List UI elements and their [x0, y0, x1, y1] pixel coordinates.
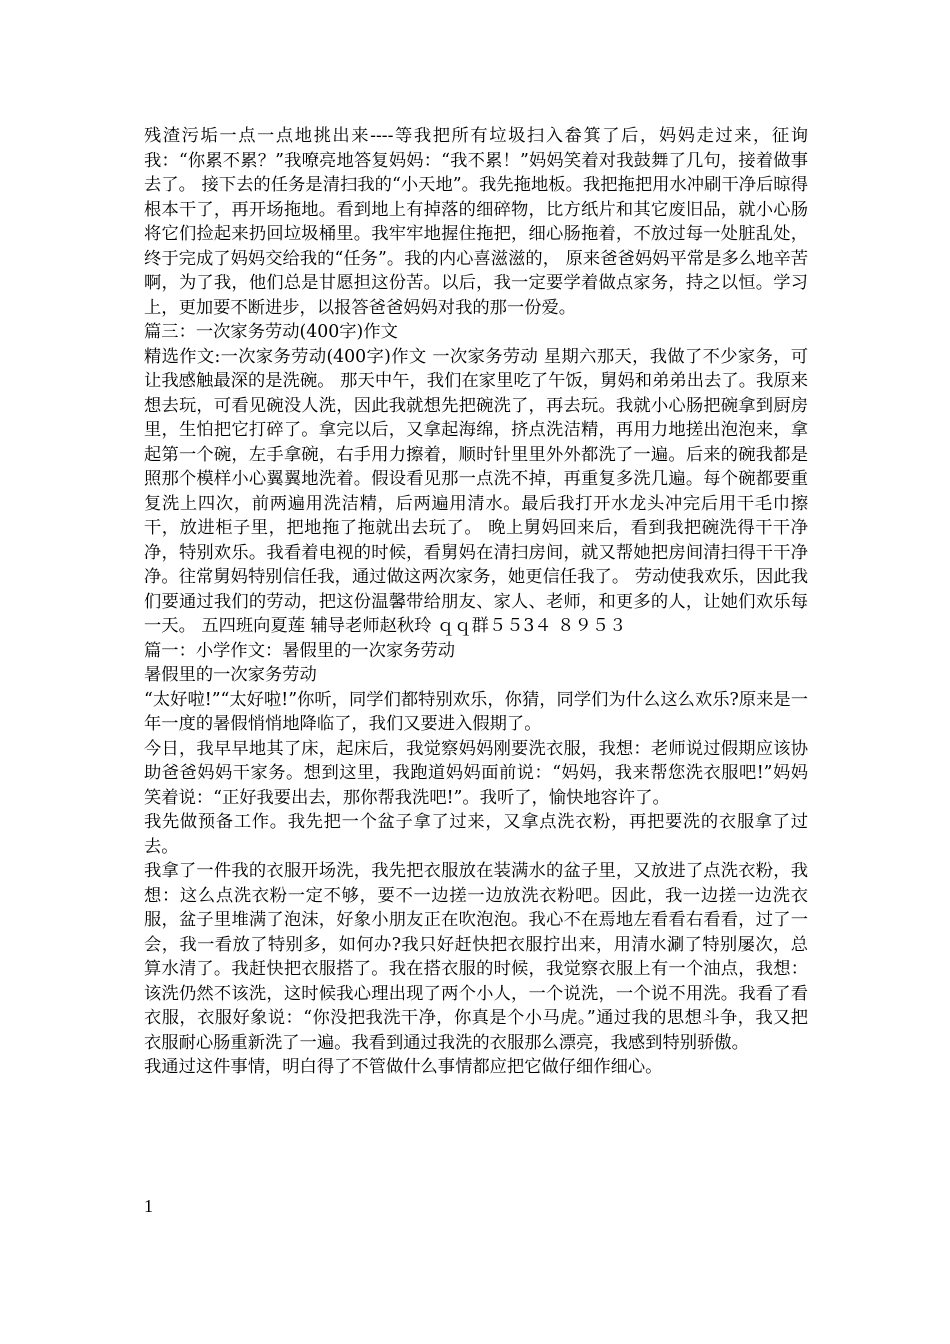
paragraph-washing-clothes: 我拿了一件我的衣服开场洗，我先把衣服放在装满水的盆子里，又放进了点洗衣粉，我想：这么点洗衣粉一定不够，要不一边搓一边放洗衣粉吧。因此，我一边搓一边洗衣服，盆子里堆满了泡沫，好象小朋友正在吹泡泡。我心不在焉地左看看右看看，过了一会，我一看放了特别多，如何办?我只好赶快把衣服拧出来，用清水涮了特别屡次，总算水清了。我赶快把衣服搭了。我在搭衣服的时候，我觉察衣服上有一个油点，我想：该洗仍然不该洗，这时候我心理出现了两个小人，一个说洗，一个说不用洗。我看了看衣服，衣服好象说：“你没把我洗干净，你真是个小马虎。”通过我的思想斗争，我又把衣服耐心肠重新洗了一遍。我看到通过我洗的衣服那么漂亮，我感到特别骄傲。 — [144, 861, 808, 1053]
paragraph-cleaning-story: 残渣污垢一点一点地挑出来----等我把所有垃圾扫入畚箕了后，妈妈走过来，征询我：“你累不累？”我嘹亮地答复妈妈：“我不累！”妈妈笑着对我鼓舞了几句，接着做事去了。 接下去的任务是清扫我的“小天地”。我先拖地板。我把拖把用水冲刷干净后晾得根本干了，再开场拖地。看到地上有掉落的细碎物，比方纸片和其它废旧品，就小心肠将它们捡起来扔回垃圾桶里。我牢牢地握住拖把，细心肠拖着，不放过每一处脏乱处，终于完成了妈妈交给我的“任务”。我的内心喜滋滋的， 原来爸爸妈妈平常是多么地辛苦啊，为了我，他们总是甘愿担这份苦。以后，我一定要学着做点家务，持之以恒。学习上，更加要不断进步，以报答爸爸妈妈对我的那一份爱。 — [144, 126, 808, 318]
paragraph-morning: 今日，我早早地其了床，起床后，我觉察妈妈刚要洗衣服，我想：老师说过假期应该协助爸爸妈妈干家务。想到这里，我跑道妈妈面前说：“妈妈，我来帮您洗衣服吧!”妈妈笑着说：“正好我要出去，那你帮我洗吧!”。我听了，愉快地容许了。 — [144, 738, 808, 808]
paragraph-summer-holiday: “太好啦!”“太好啦!”你听，同学们都特别欢乐，你猜，同学们为什么这么欢乐?原来是一年一度的暑假悄悄地降临了，我们又要进入假期了。 — [144, 689, 808, 734]
page-number: 1 — [144, 1196, 153, 1216]
article-title: 暑假里的一次家务劳动 — [144, 665, 317, 685]
paragraph-preparation: 我先做预备工作。我先把一个盆子拿了过来，又拿点洗衣粉，再把要洗的衣服拿了过去。 — [144, 812, 808, 857]
document-body — [144, 124, 808, 1080]
paragraph-conclusion: 我通过这件事情，明白得了不管做什么事情都应把它做仔细作细心。 — [144, 1057, 663, 1077]
heading-article-three: 篇三：一次家务劳动(400字)作文 — [144, 322, 398, 342]
heading-article-one: 篇一：小学作文：暑假里的一次家务劳动 — [144, 640, 456, 661]
paragraph-dishwashing-story: 精选作文:一次家务劳动(400字)作文 一次家务劳动 星期六那天，我做了不少家务，可让我感触最深的是洗碗。 那天中午，我们在家里吃了午饭，舅妈和弟弟出去了。我原来想去玩，可看见碗没人洗，因此我就想先把碗洗了，再去玩。我就小心肠把碗拿到厨房里，生怕把它打碎了。拿完以后，又拿起海绵，挤点洗洁精，再用力地搓出泡泡来，拿起第一个碗，左手拿碗，右手用力擦着，顺时针里里外外都洗了一遍。后来的碗我都是照那个模样小心翼翼地洗着。假设看见那一点洗不掉，再重复多洗几遍。每个碗都要重复洗上四次，前两遍用洗洁精，后两遍用清水。最后我打开水龙头冲完后用干毛巾擦干，放进柜子里，把地拖了拖就出去玩了。 晚上舅妈回来后，看到我把碗洗得干干净净，特别欢乐。我看着电视的时候，看舅妈在清扫房间，就又帮她把房间清扫得干干净净。往常舅妈特别信任我，通过做这两次家务，她更信任我了。 劳动使我欢乐，因此我们要通过我们的劳动，把这份温馨带给朋友、家人、老师，和更多的人，让她们欢乐每一天。 五四班向夏莲 辅导老师赵秋玲 ｑｑ群５５3４ ８９５３ — [144, 346, 808, 636]
